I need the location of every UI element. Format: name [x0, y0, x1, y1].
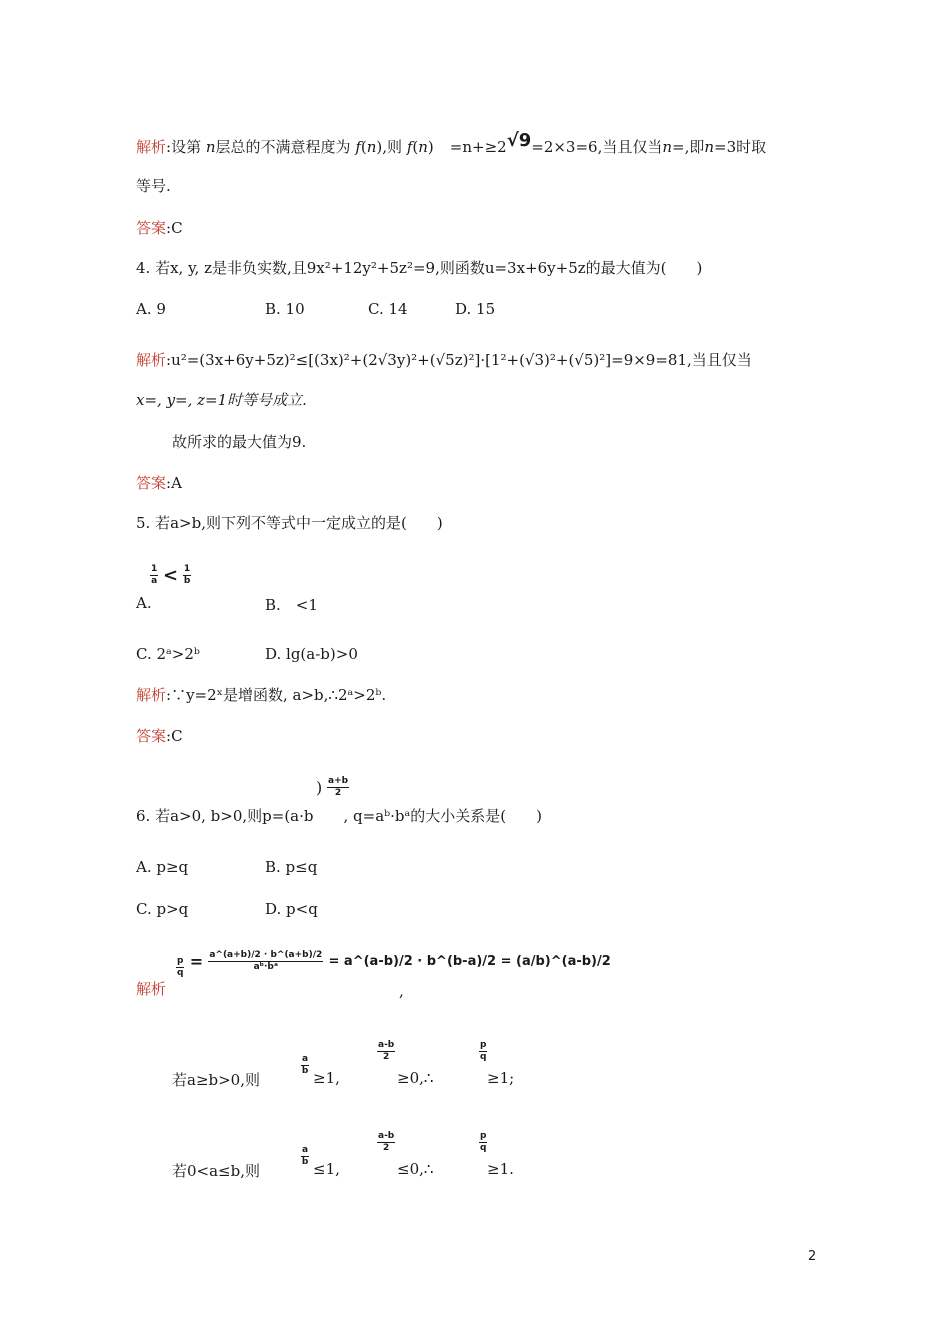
q4-answer: 答案:A — [136, 474, 182, 492]
q6-analysis-equation: $\frac{p}{q}$ = $\frac{a\^{}(a+b)/2 \cdot b\^{}(a+b)/2}{\text{aᵇ·bᵃ}}$ = a^(a-b)/2 · b^(b-a)/2 = (a/b)^(a-b)/2 — [177, 950, 611, 978]
q4-stem: 4. 若x, y, z是非负实数,且9x²+12y²+5z²=9,则函数u=3x+6y+5z的最大值为( ) — [136, 259, 703, 277]
q4-option-a: A. 9 — [136, 300, 166, 318]
q5-option-b: B. <1 — [265, 596, 318, 614]
q3-answer: 答案:C — [136, 219, 183, 237]
q6-case2-le0: ≤0,∴ — [397, 1160, 434, 1178]
q4-option-b: B. 10 — [265, 300, 305, 318]
q6-case1-frac-ab: $\frac{a}{b}$ — [301, 1054, 309, 1076]
q6-option-d: D. p<q — [265, 900, 318, 918]
q5-stem: 5. 若a>b,则下列不等式中一定成立的是( ) — [136, 514, 443, 532]
q6-case1-ge1: ≥1, — [313, 1069, 340, 1087]
q6-case2-result: ≥1. — [487, 1160, 514, 1178]
q4-analysis-line3: 故所求的最大值为9. — [172, 433, 307, 451]
q6-option-c: C. p>q — [136, 900, 189, 918]
q6-case2-frac-ab: $\frac{a}{b}$ — [301, 1145, 309, 1167]
q6-analysis-label: 解析 — [136, 980, 167, 998]
q6-analysis-comma: , — [399, 982, 404, 1000]
q6-case1-text: 若a≥b>0,则 — [172, 1071, 260, 1089]
q6-case2-le1: ≤1, — [313, 1160, 340, 1178]
q6-option-b: B. p≤q — [265, 858, 318, 876]
q6-case2-text: 若0<a≤b,则 — [172, 1162, 260, 1180]
q3-analysis-line1: 解析:设第 n层总的不满意程度为 f(n),则 f(n) =n+≥2√9=2×3=6,当且仅当n=,即n=3时取 — [136, 130, 767, 156]
q6-option-a: A. p≥q — [136, 858, 189, 876]
q6-case2-frac-amb: $\frac{a-b}{2}$ — [378, 1131, 395, 1153]
analysis-label: 解析 — [136, 138, 167, 156]
q5-option-a: A. — [136, 594, 152, 612]
q5-option-a-formula: $\frac{1}{a}$ < $\frac{1}{b}$ — [151, 564, 191, 586]
page-number: 2 — [808, 1249, 817, 1264]
q6-case1-ge0: ≥0,∴ — [397, 1069, 434, 1087]
q5-option-c: C. 2ᵃ>2ᵇ — [136, 645, 200, 663]
q4-analysis-line2: x=, y=, z=1时等号成立. — [136, 391, 307, 409]
q4-option-d: D. 15 — [455, 300, 496, 318]
q6-case2-frac-pq: $\frac{p}{q}$ — [480, 1131, 487, 1153]
q5-option-d: D. lg(a-b)>0 — [265, 645, 358, 663]
q6-case1-frac-amb: $\frac{a-b}{2}$ — [378, 1040, 395, 1062]
q5-answer: 答案:C — [136, 727, 183, 745]
q6-stem: 6. 若a>0, b>0,则p=(a·b , q=aᵇ·bᵃ的大小关系是( ) — [136, 807, 542, 825]
q6-exponent: ) $\frac{a+b}{2}$ — [316, 776, 349, 798]
q3-analysis-line2: 等号. — [136, 177, 171, 195]
sqrt-9: √9 — [506, 130, 532, 151]
q4-option-c: C. 14 — [368, 300, 408, 318]
q4-analysis-line1: 解析:u²=(3x+6y+5z)²≤[(3x)²+(2√3y)²+(√5z)²]·[1²+(√3)²+(√5)²]=9×9=81,当且仅当 — [136, 351, 752, 369]
q6-case1-result: ≥1; — [487, 1069, 515, 1087]
q5-analysis: 解析:∵y=2ˣ是增函数, a>b,∴2ᵃ>2ᵇ. — [136, 686, 387, 704]
q6-case1-frac-pq: $\frac{p}{q}$ — [480, 1040, 487, 1062]
